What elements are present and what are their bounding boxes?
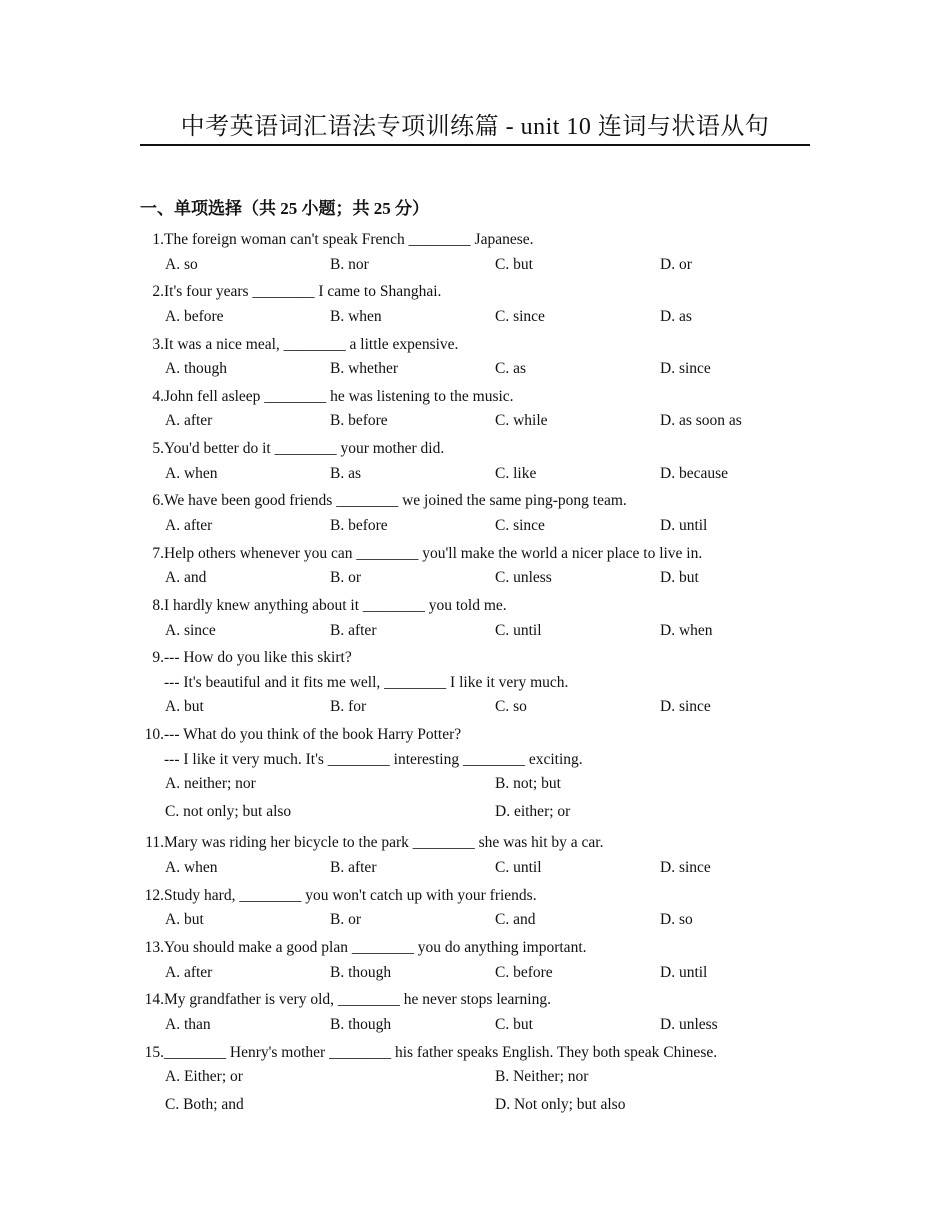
question-number: 2. <box>152 283 164 301</box>
answer-option[interactable]: A. before <box>165 307 224 325</box>
section-heading: 一、单项选择（共 25 小题；共 25 分） <box>140 199 429 218</box>
answer-option[interactable]: A. when <box>165 464 218 482</box>
question-text: The foreign woman can't speak French ________ Japanese. <box>164 231 534 248</box>
options-row <box>140 695 820 720</box>
answer-option[interactable]: B. whether <box>330 360 399 378</box>
question-item <box>140 437 820 486</box>
answer-option[interactable]: B. when <box>330 307 382 325</box>
options-row <box>140 961 820 986</box>
answer-option[interactable]: D. Not only; but also <box>495 1096 626 1114</box>
question-item <box>140 542 820 591</box>
answer-option[interactable]: C. not only; but also <box>165 803 292 821</box>
answer-option[interactable]: D. until <box>660 516 708 534</box>
question-stem <box>140 489 820 514</box>
options-row <box>140 1093 820 1121</box>
answer-option[interactable]: B. Neither; nor <box>495 1068 589 1086</box>
answer-option[interactable]: C. unless <box>495 569 552 587</box>
question-stem <box>140 831 820 856</box>
answer-option[interactable]: B. before <box>330 516 388 534</box>
question-stem <box>140 385 820 410</box>
question-item <box>140 489 820 538</box>
answer-option[interactable]: C. so <box>495 698 527 716</box>
answer-option[interactable]: D. since <box>660 360 711 378</box>
answer-option[interactable]: A. but <box>165 698 204 716</box>
question-number: 14. <box>144 991 164 1009</box>
answer-option[interactable]: C. since <box>495 307 545 325</box>
answer-option[interactable]: A. and <box>165 569 207 587</box>
question-number: 6. <box>152 492 164 510</box>
question-text: John fell asleep ________ he was listening to the music. <box>164 387 514 405</box>
question-text: ________ Henry's mother ________ his father speaks English. They both speak Chinese. <box>164 1043 718 1061</box>
answer-option[interactable]: C. Both; and <box>165 1096 244 1114</box>
question-text: You'd better do it ________ your mother did. <box>164 440 445 458</box>
answer-option[interactable]: A. after <box>165 516 213 534</box>
question-text: It was a nice meal, ________ a little expensive. <box>164 335 459 353</box>
answer-option[interactable]: A. Either; or <box>165 1068 243 1086</box>
answer-option[interactable]: D. unless <box>660 1015 718 1033</box>
question-item <box>140 884 820 933</box>
question-stem <box>140 884 820 909</box>
answer-option[interactable]: D. since <box>660 858 711 876</box>
question-stem <box>140 646 820 671</box>
question-stem <box>140 594 820 619</box>
question-item <box>140 646 820 720</box>
question-stem-continued <box>140 671 820 696</box>
answer-option[interactable]: B. though <box>330 1015 392 1033</box>
question-number: 15. <box>144 1043 164 1061</box>
answer-option[interactable]: A. so <box>165 255 198 273</box>
question-number: 12. <box>144 886 164 904</box>
options-row <box>140 305 820 330</box>
question-item <box>140 988 820 1037</box>
question-text: --- It's beautiful and it fits me well, ________ I like it very much. <box>164 673 569 691</box>
question-text: It's four years ________ I came to Shanghai. <box>164 283 442 301</box>
answer-option[interactable]: B. not; but <box>495 775 561 793</box>
options-row <box>140 619 820 644</box>
question-stem <box>140 542 820 567</box>
question-text: I hardly knew anything about it ________ you told me. <box>164 597 507 615</box>
answer-option[interactable]: A. neither; nor <box>165 775 256 793</box>
question-stem <box>140 936 820 961</box>
options-row <box>140 253 820 278</box>
answer-option[interactable]: A. but <box>165 911 204 929</box>
answer-option[interactable]: D. so <box>660 911 693 929</box>
answer-option[interactable]: B. as <box>330 464 361 482</box>
answer-option[interactable]: A. since <box>165 621 216 639</box>
question-number: 10. <box>144 726 164 744</box>
question-item <box>140 1041 820 1122</box>
question-stem <box>140 723 820 748</box>
question-item <box>140 831 820 880</box>
answer-option[interactable]: D. because <box>660 464 728 482</box>
question-number: 9. <box>152 649 164 667</box>
question-stem <box>140 1041 820 1066</box>
question-stem <box>140 333 820 358</box>
options-row <box>140 357 820 382</box>
answer-option[interactable]: C. until <box>495 858 542 876</box>
options-row <box>140 1013 820 1038</box>
answer-option[interactable]: A. than <box>165 1015 211 1033</box>
answer-option[interactable]: A. when <box>165 858 218 876</box>
question-item <box>140 280 820 329</box>
question-text: Mary was riding her bicycle to the park ________ she was hit by a car. <box>164 834 604 852</box>
question-number: 8. <box>152 597 164 615</box>
question-stem <box>140 228 820 253</box>
question-number: 1. <box>152 231 164 248</box>
answer-option[interactable]: C. until <box>495 621 542 639</box>
answer-option[interactable]: C. before <box>495 963 553 981</box>
question-list <box>140 228 820 1124</box>
answer-option[interactable]: D. when <box>660 621 713 639</box>
question-text: My grandfather is very old, ________ he never stops learning. <box>164 991 551 1009</box>
question-text: Help others whenever you can ________ you'll make the world a nicer place to live in. <box>164 544 703 562</box>
question-text: Study hard, ________ you won't catch up with your friends. <box>164 886 537 904</box>
options-row <box>140 772 820 800</box>
question-item <box>140 723 820 828</box>
question-text: --- What do you think of the book Harry Potter? <box>164 726 462 744</box>
question-item <box>140 333 820 382</box>
answer-option[interactable]: D. as <box>660 307 692 325</box>
options-row <box>140 566 820 591</box>
answer-option[interactable]: C. like <box>495 464 537 482</box>
answer-option[interactable]: D. but <box>660 569 699 587</box>
answer-option[interactable]: D. or <box>660 255 692 273</box>
options-row <box>140 908 820 933</box>
answer-option[interactable]: C. since <box>495 516 545 534</box>
answer-option[interactable]: C. as <box>495 360 526 378</box>
question-item <box>140 594 820 643</box>
question-number: 5. <box>152 440 164 458</box>
options-row <box>140 800 820 828</box>
answer-option[interactable]: B. before <box>330 412 388 430</box>
question-item <box>140 228 820 277</box>
answer-option[interactable]: B. after <box>330 858 377 876</box>
question-number: 4. <box>152 387 164 405</box>
answer-option[interactable]: C. but <box>495 255 533 273</box>
question-stem <box>140 988 820 1013</box>
answer-option[interactable]: D. since <box>660 698 711 716</box>
question-number: 11. <box>145 834 164 852</box>
question-stem <box>140 280 820 305</box>
question-number: 3. <box>152 335 164 353</box>
answer-option[interactable]: B. or <box>330 911 361 929</box>
question-stem-continued <box>140 748 820 773</box>
options-row <box>140 1065 820 1093</box>
answer-option[interactable]: C. while <box>495 412 548 430</box>
answer-option[interactable]: D. either; or <box>495 803 571 821</box>
question-number: 13. <box>144 939 164 957</box>
answer-option[interactable]: C. and <box>495 911 536 929</box>
answer-option[interactable]: D. until <box>660 963 708 981</box>
answer-option[interactable]: A. though <box>165 360 227 378</box>
answer-option[interactable]: B. for <box>330 698 367 716</box>
answer-option[interactable]: B. after <box>330 621 377 639</box>
answer-option[interactable]: A. after <box>165 963 213 981</box>
question-text: You should make a good plan ________ you do anything important. <box>164 939 587 957</box>
question-text: We have been good friends ________ we joined the same ping-pong team. <box>164 492 627 510</box>
options-row <box>140 856 820 881</box>
answer-option[interactable]: B. or <box>330 569 361 587</box>
question-text: --- I like it very much. It's ________ interesting ________ exciting. <box>164 750 583 768</box>
question-item <box>140 385 820 434</box>
question-item <box>140 936 820 985</box>
options-row <box>140 462 820 487</box>
answer-option[interactable]: B. though <box>330 963 392 981</box>
answer-option[interactable]: B. nor <box>330 255 369 273</box>
question-number: 7. <box>152 544 164 562</box>
answer-option[interactable]: D. as soon as <box>660 412 742 430</box>
question-stem <box>140 437 820 462</box>
answer-option[interactable]: A. after <box>165 412 213 430</box>
answer-option[interactable]: C. but <box>495 1015 533 1033</box>
options-row <box>140 514 820 539</box>
page-title: 中考英语词汇语法专项训练篇 - unit 10 连词与状语从句 <box>140 112 810 146</box>
question-text: --- How do you like this skirt? <box>164 649 352 667</box>
options-row <box>140 409 820 434</box>
